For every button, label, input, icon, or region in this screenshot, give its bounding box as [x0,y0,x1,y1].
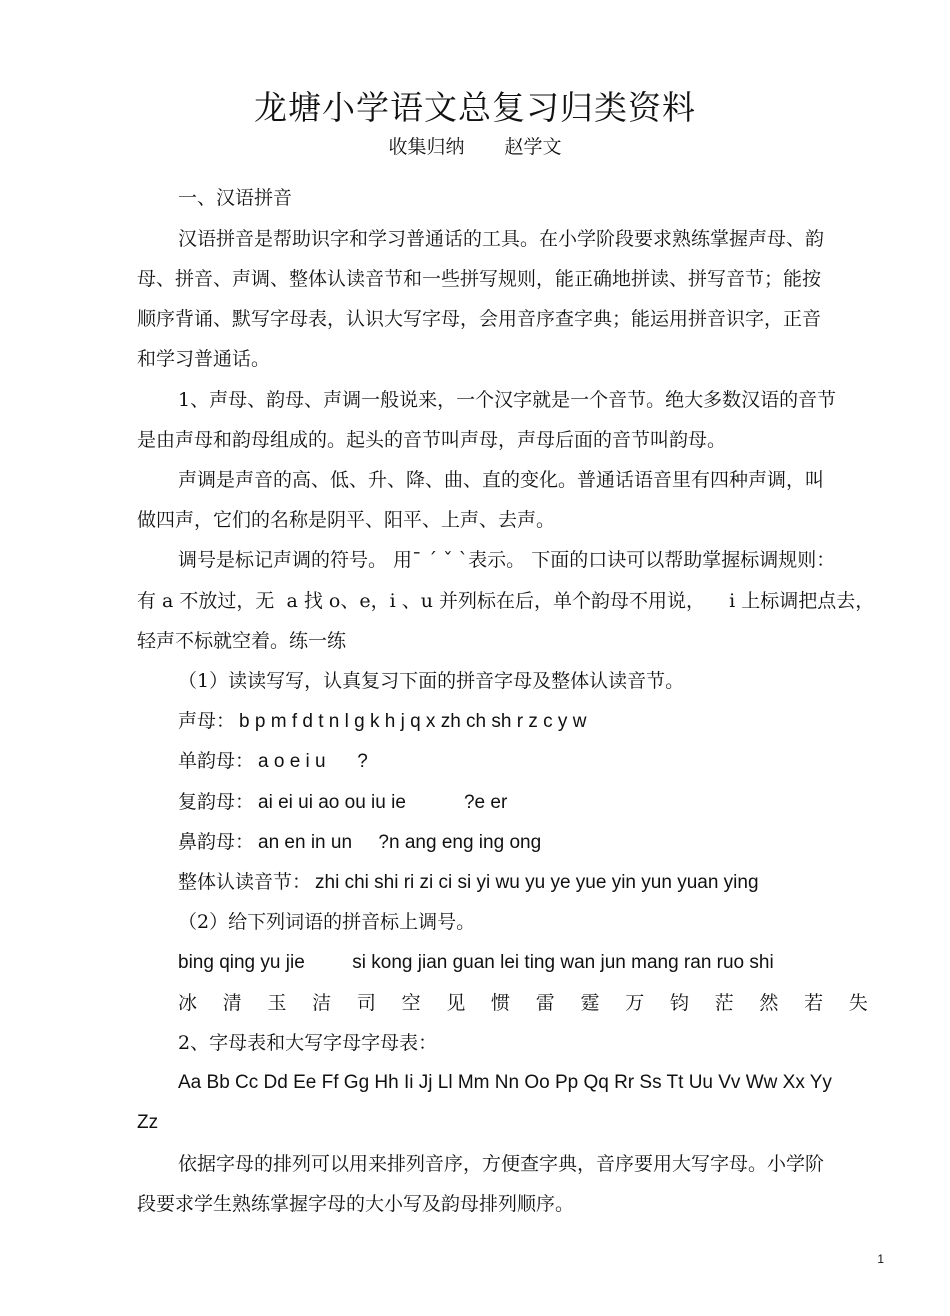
document-title: 龙塘小学语文总复习归类资料 [254,88,696,127]
paragraph-line: 是由声母和韵母组成的。起头的音节叫声母，声母后面的音节叫韵母。 [137,429,727,451]
paragraph-line: 声调是声音的高、低、升、降、曲、直的变化。普通话语音里有四种声调，叫 [178,469,825,491]
character-item: 空 [401,992,421,1014]
character-item: 冰 [178,992,198,1014]
paragraph-line: 段要求学生熟练掌握字母的大小写及韵母排列顺序。 [137,1193,575,1215]
danyunmu-label: 单韵母： [178,750,255,772]
exercise-heading: （1）读读写写，认真复习下面的拼音字母及整体认读音节。 [178,670,685,692]
biyunmu-value: an en in un ?n ang eng ing ong [258,832,542,853]
character-item: 见 [446,992,466,1014]
biyunmu-row [178,830,541,855]
shengmu-value: b p m f d t n l g k h j q x zh ch sh r z c y w [239,711,587,732]
character-item: 洁 [312,992,332,1014]
document-subtitle [0,134,950,160]
character-item: 玉 [267,992,287,1014]
paragraph-line: 1、声母、韵母、声调一般说来，一个汉字就是一个音节。绝大多数汉语的音节 [178,389,837,411]
character-item: 失 [848,992,868,1014]
paragraph-line: 做四声，它们的名称是阴平、阳平、上声、去声。 [137,509,556,531]
exercise-heading: （2）给下列词语的拼音标上调号。 [178,911,476,933]
character-item: 茫 [714,992,734,1014]
paragraph-line: 调号是标记声调的符号。 用ˉ ˊ ˇ ˋ表示。 下面的口诀可以帮助掌握标调规则： [178,549,836,571]
zhengti-row [178,870,759,895]
fuyunmu-label: 复韵母： [178,791,255,813]
author-name: 赵学文 [504,136,562,158]
intro-line: 汉语拼音是帮助识字和学习普通话的工具。在小学阶段要求熟练掌握声母、韵 [178,228,825,250]
character-item: 若 [804,992,824,1014]
page-number: 1 [877,1252,884,1266]
biyunmu-label: 鼻韵母： [178,831,255,853]
character-item: 清 [222,992,242,1014]
intro-line: 顺序背诵、默写字母表，认识大写字母，会用音序查字典；能运用拼音识字，正音 [137,308,822,330]
paragraph-line: 轻声不标就空着。练一练 [137,630,347,652]
alphabet-line: Aa Bb Cc Dd Ee Ff Gg Hh Ii Jj Ll Mm Nn Oo Pp Qq Rr Ss Tt Uu Vv Ww Xx Yy [178,1072,832,1093]
character-item: 然 [759,992,779,1014]
character-item: 惯 [491,992,511,1014]
fuyunmu-value: ai ei ui ao ou iu ie ?e er [258,792,508,813]
paragraph-line: 依据字母的排列可以用来排列音序，方便查字典，音序要用大写字母。小学阶 [178,1153,825,1175]
alphabet-line-end: Zz [137,1112,159,1133]
shengmu-row [178,709,586,734]
section-heading: 一、汉语拼音 [178,187,293,209]
zhengti-value: zhi chi shi ri zi ci si yi wu yu ye yue yin yun yuan ying [315,872,759,893]
intro-line: 母、拼音、声调、整体认读音节和一些拼写规则，能正确地拼读、拼写音节；能按 [137,268,822,290]
shengmu-label: 声母： [178,710,236,732]
collector-label: 收集归纳 [388,136,465,158]
zhengti-label: 整体认读音节： [178,871,312,893]
paragraph-line: 2、字母表和大写字母字母表： [178,1032,438,1054]
character-row [178,991,868,1015]
character-item: 钧 [669,992,689,1014]
intro-line: 和学习普通话。 [137,348,271,370]
paragraph-line: 有 a 不放过，无 a 找 o、e，i 、u 并列标在后，单个韵母不用说， i 上标调把点去， [137,590,875,612]
pinyin-line: bing qing yu jie si kong jian guan lei ting wan jun mang ran ruo shi [178,952,774,973]
danyunmu-row [178,749,368,774]
danyunmu-value: a o e i u ? [258,751,368,772]
character-item: 雷 [535,992,555,1014]
character-item: 司 [356,992,376,1014]
character-item: 万 [625,992,645,1014]
fuyunmu-row [178,790,507,815]
character-item: 霆 [580,992,600,1014]
